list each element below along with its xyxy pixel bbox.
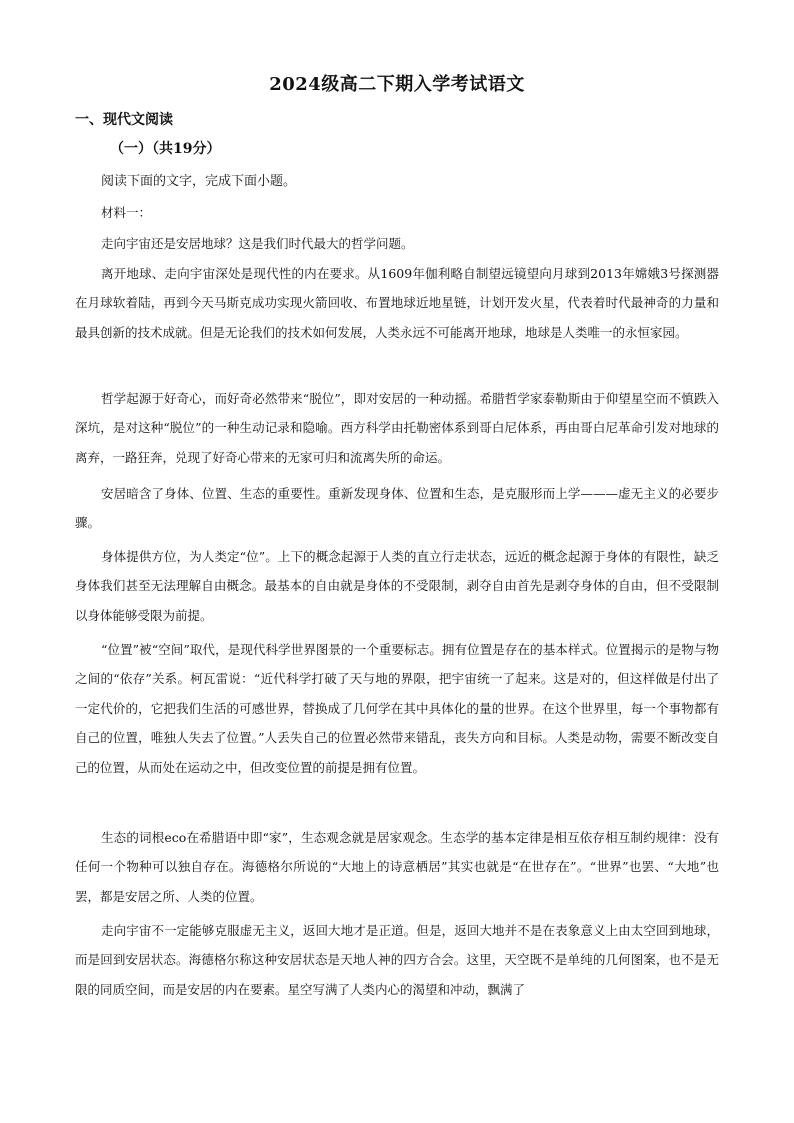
paragraph-5: 身体提供方位，为人类定“位”。上下的概念起源于人类的直立行走状态，远近的概念起源于身体的有限性，缺乏身体我们甚至无法理解自由概念。最基本的自由就是身体的不受限制，剥夺自由首先是剥夺身体的自由，但不受限制以身体能够受限为前提。 <box>75 549 719 623</box>
paragraph-4: 安居暗含了身体、位置、生态的重要性。重新发现身体、位置和生态，是克服形而上学———虚无主义的必要步骤。 <box>75 486 719 531</box>
sub-heading: （一）（共19分） <box>110 141 221 157</box>
section-heading: 一、现代文阅读 <box>75 112 173 128</box>
paragraph-1: 走向宇宙还是安居地球？这是我们时代最大的哲学问题。 <box>101 236 414 251</box>
paragraph-2: 离开地球、走向宇宙深处是现代性的内在要求。从1609年伽利略自制望远镜望向月球到2013年嫦娥3号探测器在月球软着陆，再到今天马斯克成功实现火箭回收、布置地球近地星链，计划开发火星，代表着时代最神奇的力量和最具创新的技术成就。但是无论我们的技术如何发展，人类永远不可能离开地球，地球是人类唯一的永恒家园。 <box>75 266 719 340</box>
material-label: 材料一： <box>101 205 152 220</box>
paragraph-7: 生态的词根eco在希腊语中即“家”，生态观念就是居家观念。生态学的基本定律是相互依存相互制约规律：没有任何一个物种可以独自存在。海德格尔所说的“大地上的诗意栖居”其实也就是“在世存在”。“世界”也罢、“大地”也罢，都是安居之所、人类的位置。 <box>75 830 719 904</box>
instruction-text: 阅读下面的文字，完成下面小题。 <box>101 174 297 189</box>
paragraph-6: “位置”被“空间”取代，是现代科学世界图景的一个重要标志。拥有位置是存在的基本样式。位置揭示的是物与物之间的“依存”关系。柯瓦雷说：“近代科学打破了天与地的界限，把宇宙统一了起来。这是对的，但这样做是付出了一定代价的，它把我们生活的可感世界，替换成了几何学在其中具体化的量的世界。在这个世界里，每一个事物都有自己的位置，唯独人失去了位置。”人丢失自己的位置必然带来错乱，丧失方向和目标。人类是动物，需要不断改变自己的位置，从而处在运动之中，但改变位置的前提是拥有位置。 <box>75 642 719 775</box>
paragraph-3: 哲学起源于好奇心，而好奇必然带来“脱位”，即对安居的一种动摇。希腊哲学家泰勒斯由于仰望星空而不慎跌入深坑，是对这种“脱位”的一种生动记录和隐喻。西方科学由托勒密体系到哥白尼体系，再由哥白尼革命引发对地球的离弃，一路狂奔，兑现了好奇心带来的无家可归和流离失所的命运。 <box>75 391 719 465</box>
paragraph-8: 走向宇宙不一定能够克服虚无主义，返回大地才是正道。但是，返回大地并不是在表象意义上由太空回到地球，而是回到安居状态。海德格尔称这种安居状态是天地人神的四方合会。这里，天空既不是单纯的几何图案，也不是无限的同质空间，而是安居的内在要素。星空写满了人类内心的渴望和冲动，飘满了 <box>75 923 719 997</box>
document-title: 2024级高二下期入学考试语文 <box>269 74 525 95</box>
